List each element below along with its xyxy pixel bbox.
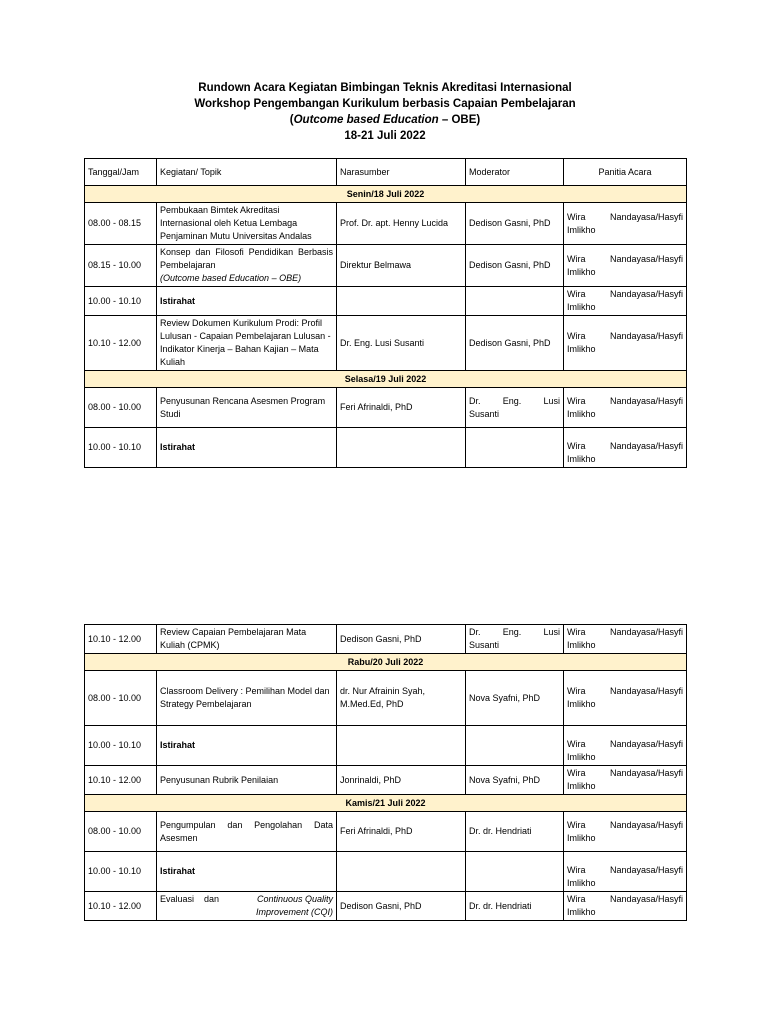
narasumber-cell: Dedison Gasni, PhD: [337, 892, 466, 921]
panitia-text: Wira: [567, 331, 586, 341]
topic-cell: Istirahat: [157, 852, 337, 892]
panitia-text: Nandayasa/Hasyfi: [609, 395, 683, 406]
panitia-text: Wira: [567, 865, 586, 875]
table-row: [85, 245, 687, 287]
panitia-text: Imlikho: [567, 781, 596, 791]
narasumber-cell: [337, 852, 466, 892]
narasumber-cell: [337, 428, 466, 468]
title-rest: – OBE): [438, 114, 481, 126]
table-row: [85, 203, 687, 245]
topic-cell: [157, 245, 337, 287]
moderator-text: Lusi: [543, 627, 560, 637]
panitia-cell: [564, 812, 687, 852]
panitia-cell: [564, 671, 687, 726]
narasumber-cell: [337, 287, 466, 316]
moderator-text: Lusi: [543, 395, 560, 406]
panitia-text: Imlikho: [567, 699, 596, 709]
panitia-text: Nandayasa/Hasyfi: [609, 819, 683, 830]
panitia-text: Imlikho: [567, 266, 596, 277]
time-cell: 10.10 - 12.00: [85, 625, 157, 654]
table-row: [85, 428, 687, 468]
table-row: [85, 852, 687, 892]
panitia-text: Imlikho: [567, 752, 596, 762]
moderator-cell: [466, 428, 564, 468]
moderator-cell: Dedison Gasni, PhD: [466, 203, 564, 245]
panitia-text: Wira: [567, 819, 586, 830]
table-row: [85, 766, 687, 795]
panitia-cell: [564, 625, 687, 654]
time-cell: 08.00 - 10.00: [85, 671, 157, 726]
day-label: Kamis/21 Juli 2022: [85, 795, 687, 812]
topic-italic-text: (Outcome based Education – OBE): [160, 273, 302, 283]
panitia-text: Wira: [567, 627, 586, 637]
panitia-cell: [564, 245, 687, 287]
panitia-cell: [564, 766, 687, 795]
day-label: Selasa/19 Juli 2022: [85, 371, 687, 388]
panitia-text: Nandayasa/Hasyfi: [609, 894, 683, 904]
narasumber-cell: Dedison Gasni, PhD: [337, 625, 466, 654]
time-cell: 10.10 - 12.00: [85, 892, 157, 921]
narasumber-cell: Jonrinaldi, PhD: [337, 766, 466, 795]
panitia-text: Nandayasa/Hasyfi: [609, 289, 683, 299]
narasumber-cell: [337, 726, 466, 766]
panitia-text: Nandayasa/Hasyfi: [609, 865, 683, 875]
table-row: [85, 671, 687, 726]
topic-cell: [157, 892, 337, 921]
panitia-text: Nandayasa/Hasyfi: [609, 211, 683, 222]
rundown-table-part-2: [84, 624, 687, 921]
moderator-text: Dr.: [469, 395, 481, 406]
moderator-text: Eng.: [502, 395, 522, 406]
moderator-text: Eng.: [502, 627, 522, 637]
panitia-cell: [564, 726, 687, 766]
panitia-text: Imlikho: [567, 344, 596, 354]
header-cell: Narasumber: [337, 159, 466, 186]
panitia-text: Wira: [567, 739, 586, 749]
moderator-cell: Dr. dr. Hendriati: [466, 892, 564, 921]
panitia-text: Wira: [567, 441, 586, 451]
day-label: Senin/18 Juli 2022: [85, 186, 687, 203]
narasumber-cell: dr. Nur Afrainin Syah, M.Med.Ed, PhD: [337, 671, 466, 726]
narasumber-cell: Dr. Eng. Lusi Susanti: [337, 316, 466, 371]
topic-cell: Penyusunan Rencana Asesmen Program Studi: [157, 388, 337, 428]
panitia-text: Wira: [567, 686, 586, 696]
table-row: [85, 625, 687, 654]
panitia-cell: [564, 428, 687, 468]
panitia-text: Imlikho: [567, 907, 596, 917]
time-cell: 10.00 - 10.10: [85, 287, 157, 316]
header-cell: Kegiatan/ Topik: [157, 159, 337, 186]
panitia-cell: [564, 892, 687, 921]
moderator-cell: [466, 287, 564, 316]
table-row: [85, 726, 687, 766]
moderator-cell: Dr. dr. Hendriati: [466, 812, 564, 852]
moderator-cell: [466, 625, 564, 654]
topic-cell: Classroom Delivery : Pemilihan Model dan Strategy Pembelajaran: [157, 671, 337, 726]
time-cell: 08.00 - 10.00: [85, 812, 157, 852]
panitia-text: Nandayasa/Hasyfi: [609, 739, 683, 749]
topic-cell: Istirahat: [157, 287, 337, 316]
narasumber-cell: Direktur Belmawa: [337, 245, 466, 287]
moderator-text: Susanti: [469, 640, 500, 650]
panitia-text: Wira: [567, 289, 586, 299]
moderator-cell: Dedison Gasni, PhD: [466, 316, 564, 371]
panitia-text: Nandayasa/Hasyfi: [609, 627, 683, 637]
table-row: [85, 287, 687, 316]
time-cell: 10.10 - 12.00: [85, 316, 157, 371]
moderator-cell: [466, 388, 564, 428]
panitia-text: Imlikho: [567, 224, 596, 235]
time-cell: 10.10 - 12.00: [85, 766, 157, 795]
header-cell: Tanggal/Jam: [85, 159, 157, 186]
time-cell: 08.00 - 08.15: [85, 203, 157, 245]
title-line-1: Rundown Acara Kegiatan Bimbingan Teknis Akreditasi Internasional: [198, 82, 572, 94]
title-paren: (: [289, 114, 294, 126]
header-cell: Panitia Acara: [564, 159, 687, 186]
header-cell: Moderator: [466, 159, 564, 186]
panitia-text: Nandayasa/Hasyfi: [609, 253, 683, 264]
rundown-table-part-1: [84, 158, 687, 468]
panitia-cell: [564, 852, 687, 892]
panitia-text: Imlikho: [567, 454, 596, 464]
panitia-text: Wira: [567, 211, 586, 222]
topic-cell: Review Dokumen Kurikulum Prodi: Profil Lulusan - Capaian Pembelajaran Lulusan - Indikator Kinerja – Bahan Kajian – Mata Kuliah: [157, 316, 337, 371]
narasumber-cell: Feri Afrinaldi, PhD: [337, 388, 466, 428]
table-row: [85, 812, 687, 852]
panitia-cell: [564, 287, 687, 316]
narasumber-cell: Prof. Dr. apt. Henny Lucida: [337, 203, 466, 245]
time-cell: 08.15 - 10.00: [85, 245, 157, 287]
panitia-text: Imlikho: [567, 302, 596, 312]
topic-italic-text: Continuous Quality Improvement (CQI): [255, 894, 333, 917]
panitia-text: Nandayasa/Hasyfi: [609, 686, 683, 696]
table-row: [85, 388, 687, 428]
panitia-text: Imlikho: [567, 640, 596, 650]
panitia-text: Wira: [567, 395, 586, 406]
panitia-cell: [564, 388, 687, 428]
panitia-text: Wira: [567, 253, 586, 264]
topic-cell: Istirahat: [157, 428, 337, 468]
document-title: [84, 80, 686, 144]
day-row: [85, 371, 687, 388]
panitia-cell: [564, 316, 687, 371]
moderator-cell: Dedison Gasni, PhD: [466, 245, 564, 287]
day-row: [85, 795, 687, 812]
table-row: [85, 892, 687, 921]
moderator-cell: Nova Syafni, PhD: [466, 766, 564, 795]
topic-cell: Review Capaian Pembelajaran Mata Kuliah (CPMK): [157, 625, 337, 654]
title-italic: Outcome based Education: [293, 114, 439, 126]
panitia-text: Nandayasa/Hasyfi: [609, 331, 683, 341]
day-label: Rabu/20 Juli 2022: [85, 654, 687, 671]
topic-cell: Pembukaan Bimtek Akreditasi Internasional oleh Ketua Lembaga Penjaminan Mutu Universitas Andalas: [157, 203, 337, 245]
moderator-cell: [466, 852, 564, 892]
panitia-text: Nandayasa/Hasyfi: [609, 768, 683, 778]
topic-text: dan: [204, 894, 220, 904]
topic-cell: Penyusunan Rubrik Penilaian: [157, 766, 337, 795]
title-line-4: 18-21 Juli 2022: [344, 130, 426, 142]
time-cell: 10.00 - 10.10: [85, 852, 157, 892]
topic-cell: Istirahat: [157, 726, 337, 766]
narasumber-cell: Feri Afrinaldi, PhD: [337, 812, 466, 852]
day-row: [85, 186, 687, 203]
time-cell: 10.00 - 10.10: [85, 726, 157, 766]
title-line-2: Workshop Pengembangan Kurikulum berbasis Capaian Pembelajaran: [194, 98, 576, 110]
panitia-text: Wira: [567, 894, 586, 904]
moderator-text: Dr.: [469, 627, 481, 637]
panitia-text: Imlikho: [567, 832, 596, 843]
topic-text: Evaluasi: [160, 894, 195, 904]
moderator-cell: [466, 726, 564, 766]
moderator-text: Susanti: [469, 408, 500, 419]
moderator-cell: Nova Syafni, PhD: [466, 671, 564, 726]
panitia-text: Imlikho: [567, 408, 596, 419]
panitia-text: Nandayasa/Hasyfi: [609, 441, 683, 451]
day-row: [85, 654, 687, 671]
topic-cell: Pengumpulan dan Pengolahan Data Asesmen: [157, 812, 337, 852]
panitia-text: Wira: [567, 768, 586, 778]
panitia-cell: [564, 203, 687, 245]
title-line-3: [84, 112, 686, 128]
topic-text: Konsep dan Filosofi Pendidikan Berbasis Pembelajaran: [160, 247, 333, 270]
header-row: [85, 159, 687, 186]
time-cell: 08.00 - 10.00: [85, 388, 157, 428]
time-cell: 10.00 - 10.10: [85, 428, 157, 468]
panitia-text: Imlikho: [567, 878, 596, 888]
table-row: [85, 316, 687, 371]
